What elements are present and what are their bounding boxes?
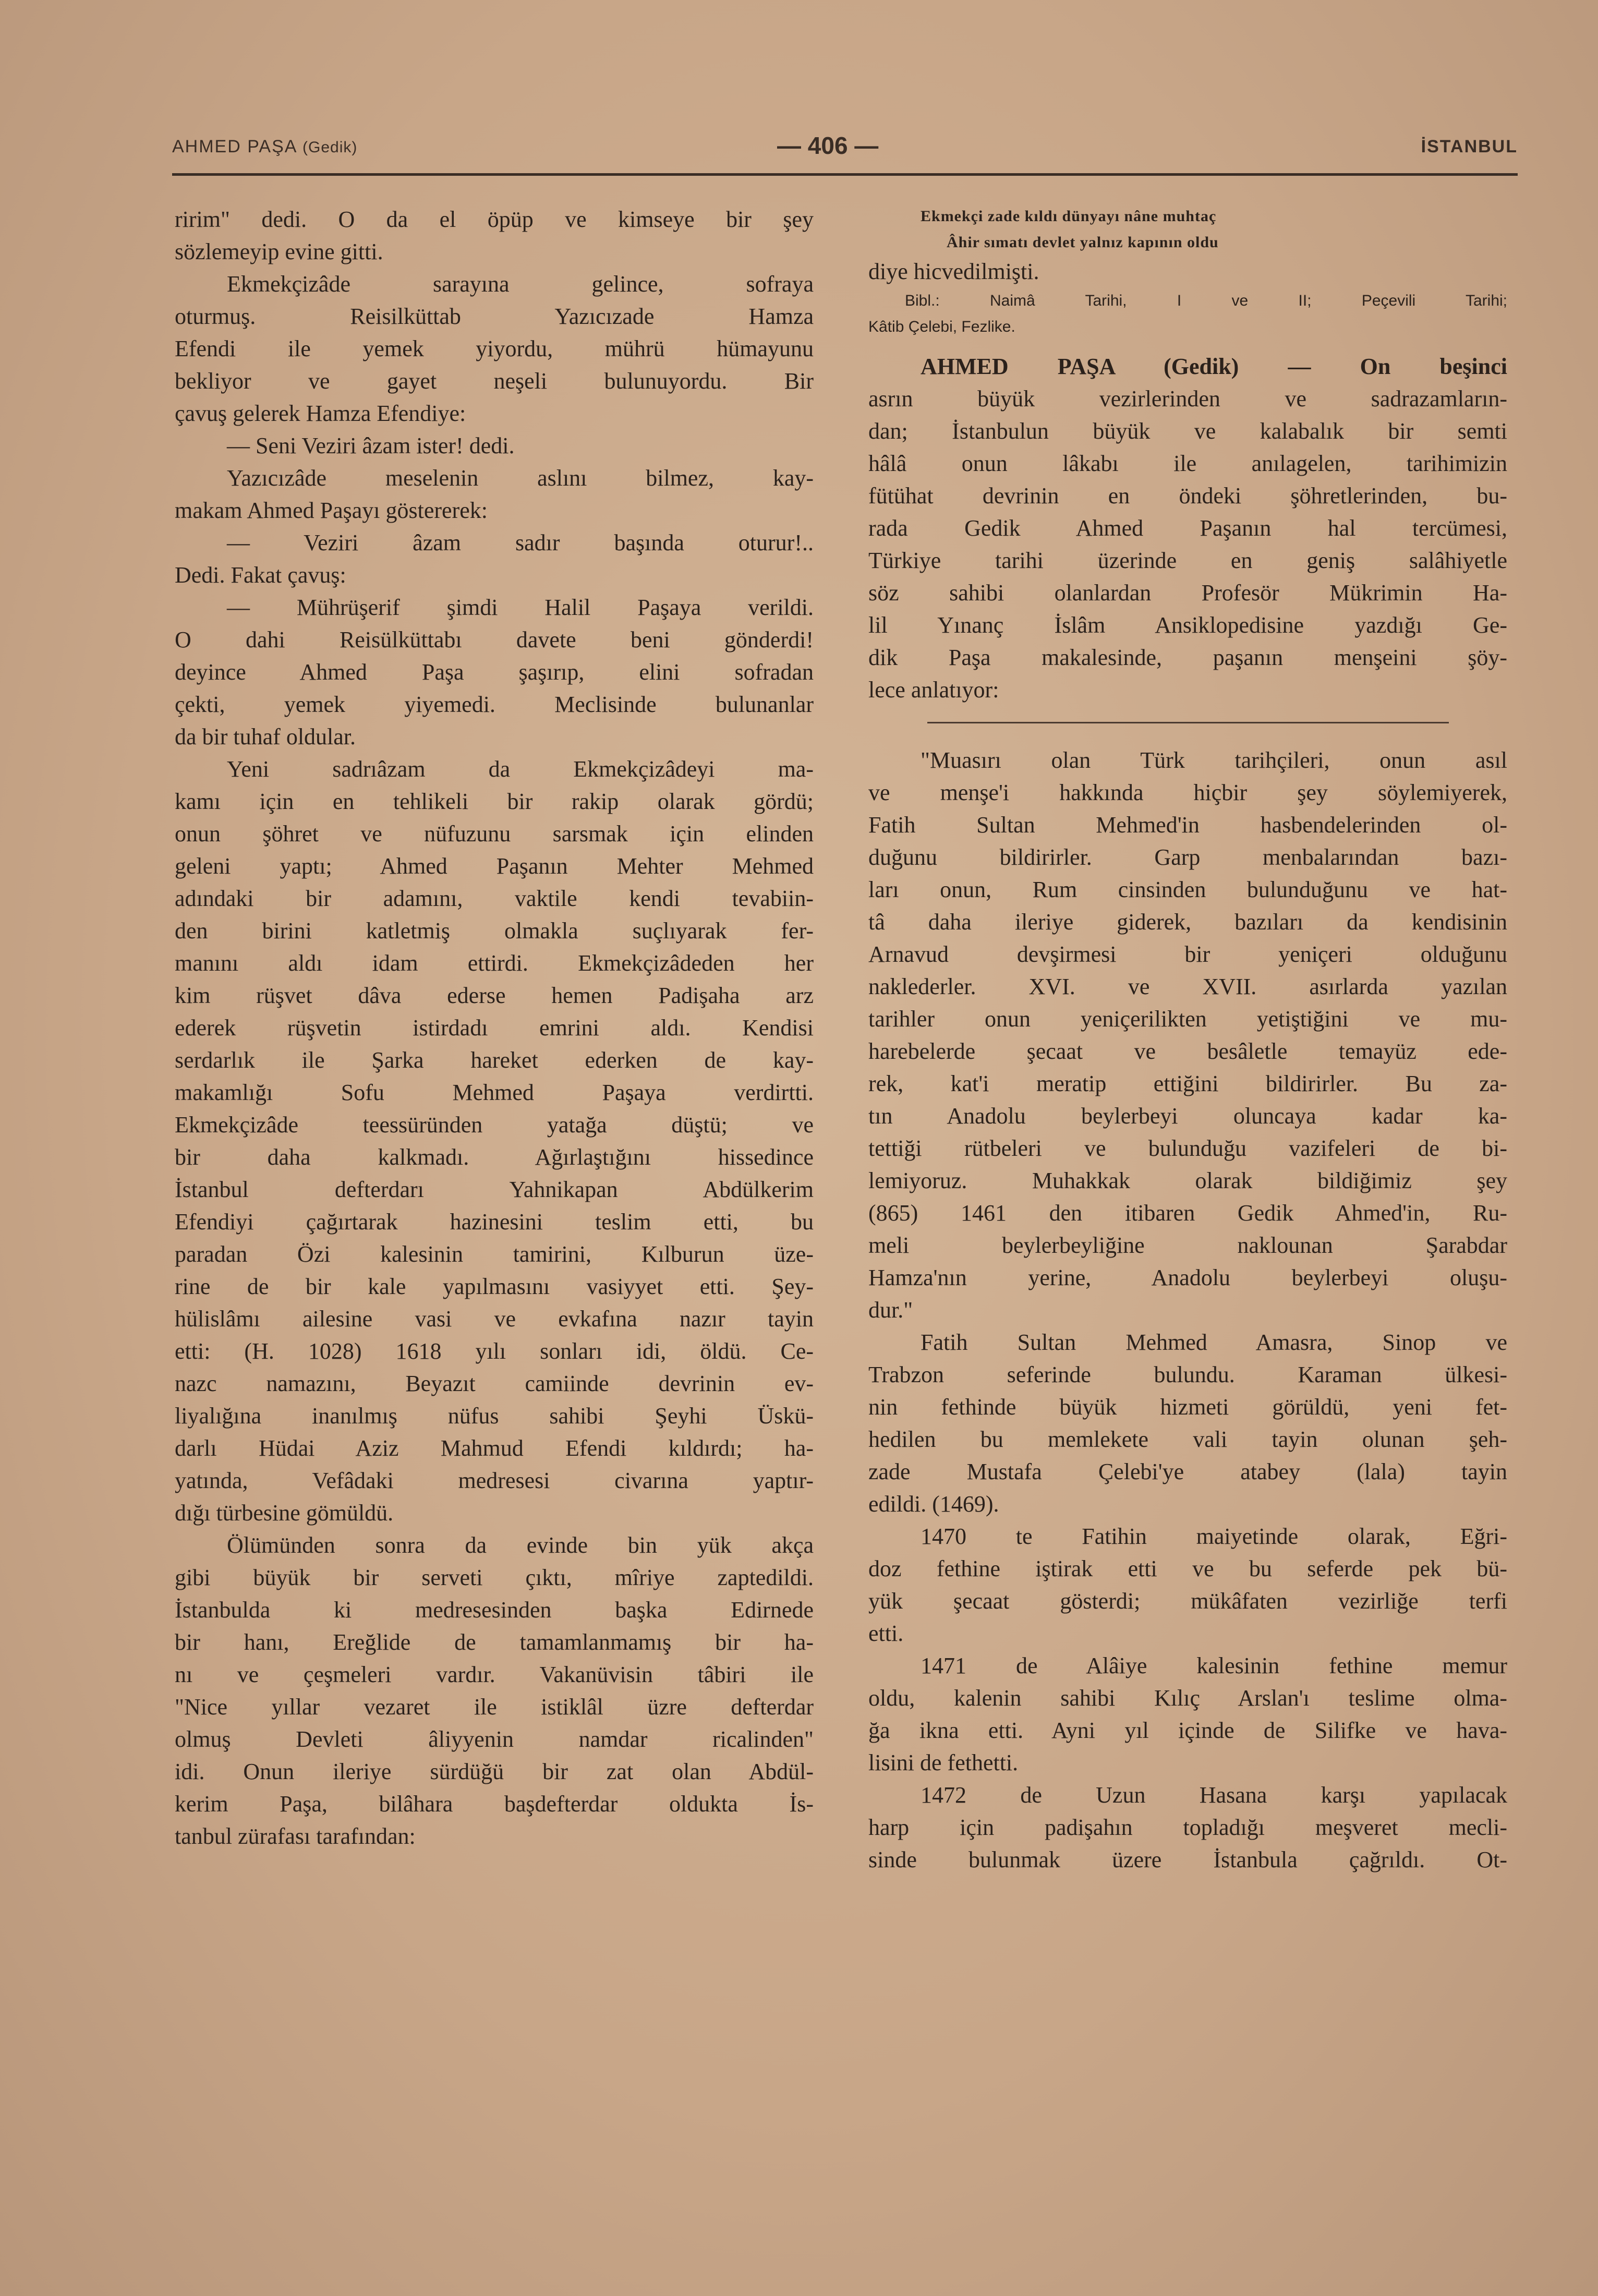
text-line: paradan Özi kalesinin tamirini, Kılburun üze-: [175, 1241, 814, 1267]
text-line: idi. Onun ileriye sürdüğü bir zat olan Abdül-: [175, 1759, 814, 1784]
text-line: tanbul zürafası tarafından:: [175, 1823, 416, 1849]
text-line: sinde bulunmak üzere İstanbula çağrıldı. Ot-: [868, 1847, 1507, 1872]
text-line: nazc namazını, Beyazıt camiinde devrinin ev-: [175, 1371, 814, 1396]
text-line: den birini katletmiş olmakla suçlıyarak fer-: [175, 918, 814, 944]
text-line: asrın büyük vezirlerinden ve sadrazamların-: [868, 386, 1507, 412]
text-line: yatında, Vefâdaki medresesi civarına yaptır-: [175, 1468, 814, 1493]
text-line: hülislâmı ailesine vasi ve evkafına nazır tayin: [175, 1306, 814, 1332]
text-line: da bir tuhaf oldular.: [175, 724, 356, 750]
header-rule: [172, 173, 1518, 176]
text-line: rek, kat'i meratip ettiğini bildirirler. Bu za-: [868, 1071, 1507, 1096]
text-line: 1470 te Fatihin maiyetinde olarak, Eğri-: [921, 1524, 1507, 1549]
text-line: nı ve çeşmeleri vardır. Vakanüvisin tâbiri ile: [175, 1662, 814, 1687]
text-line: Fatih Sultan Mehmed'in hasbendelerinden ol-: [868, 812, 1507, 838]
text-line: Efendi ile yemek yiyordu, mührü hümayunu: [175, 336, 814, 361]
text-line: duğunu bildirirler. Garp menbalarından bazı-: [868, 844, 1507, 870]
text-line: etti.: [868, 1621, 904, 1646]
text-line: oldu, kalenin sahibi Kılıç Arslan'ı teslime olma-: [868, 1685, 1507, 1711]
text-line: serdarlık ile Şarka hareket ederken de kay-: [175, 1047, 814, 1073]
text-line: ederek rüşvetin istirdadı emrini aldı. Kendisi: [175, 1015, 814, 1041]
text-line: hâlâ onun lâkabı ile anılagelen, tarihimizin: [868, 451, 1507, 476]
right-column-main-article: [868, 351, 1507, 706]
quote-divider: [927, 722, 1449, 723]
text-line: "Nice yıllar vezaret ile istiklâl üzre defterdar: [175, 1694, 814, 1720]
text-line: gibi büyük bir serveti çıktı, mîriye zaptedildi.: [175, 1565, 814, 1590]
text-line: tâ daha ileriye giderek, bazıları da kendisinin: [868, 909, 1507, 935]
text-line: Arnavud devşirmesi bir yeniçeri olduğunu: [868, 941, 1507, 967]
header-right-title: İSTANBUL: [1421, 137, 1518, 156]
text-line: ve menşe'i hakkında hiçbir şey söylemiyerek,: [868, 780, 1507, 805]
text-line: Ekmekçizâde sarayına gelince, sofraya: [227, 271, 814, 297]
text-line: Yazıcızâde meselenin aslını bilmez, kay-: [227, 465, 814, 491]
text-line: çavuş gelerek Hamza Efendiye:: [175, 401, 466, 426]
text-line: ririm" dedi. O da el öpüp ve kimseye bir şey: [175, 207, 814, 232]
text-line: Türkiye tarihi üzerinde en geniş salâhiyetle: [868, 548, 1507, 573]
text-line: Efendiyi çağırtarak hazinesini teslim etti, bu: [175, 1209, 814, 1235]
text-line: İstanbulda ki medresesinden başka Edirnede: [175, 1597, 814, 1623]
text-line: lil Yınanç İslâm Ansiklopedisine yazdığı Ge-: [868, 612, 1507, 638]
text-line: Yeni sadrıâzam da Ekmekçizâdeyi ma-: [227, 756, 814, 782]
text-line: nin fethinde büyük hizmeti görüldü, yeni fet-: [868, 1394, 1507, 1420]
text-line: lece anlatıyor:: [868, 677, 999, 703]
text-line: fütühat devrinin en öndeki şöhretlerinden, bu-: [868, 483, 1507, 509]
text-line: İstanbul defterdarı Yahnikapan Abdülkerim: [175, 1177, 814, 1202]
text-line: lemiyoruz. Muhakkak olarak bildiğimiz şey: [868, 1168, 1507, 1193]
text-line: çekti, yemek yiyemedi. Meclisinde bulunanlar: [175, 692, 814, 717]
right-column: [868, 203, 1507, 1876]
text-line: ları onun, Rum cinsinden bulunduğunu ve hat-: [868, 877, 1507, 902]
text-line: dığı türbesine gömüldü.: [175, 1500, 394, 1526]
text-line: "Muasırı olan Türk tarihçileri, onun asıl: [921, 747, 1507, 773]
text-line: oturmuş. Reisilküttab Yazıcızade Hamza: [175, 304, 814, 329]
text-line: O dahi Reisülküttabı davete beni gönderdi!: [175, 627, 814, 652]
text-line: geleni yaptı; Ahmed Paşanın Mehter Mehmed: [175, 853, 814, 879]
text-line: tın Anadolu beylerbeyi oluncaya kadar ka-: [868, 1103, 1507, 1129]
text-line: bekliyor ve gayet neşeli bulunuyordu. Bir: [175, 368, 814, 394]
text-line: bir hanı, Ereğlide de tamamlanmamış bir ha-: [175, 1629, 814, 1655]
text-line: rada Gedik Ahmed Paşanın hal tercümesi,: [868, 515, 1507, 541]
text-line: etti: (H. 1028) 1618 yılı sonları idi, öldü. Ce-: [175, 1338, 814, 1364]
text-line: Fatih Sultan Mehmed Amasra, Sinop ve: [921, 1330, 1507, 1355]
text-line: Trabzon seferinde bulundu. Karaman ülkesi-: [868, 1362, 1507, 1387]
text-line: Hamza'nın yerine, Anadolu beylerbeyi oluşu-: [868, 1265, 1507, 1290]
text-line: kamı için en tehlikeli bir rakip olarak gördü;: [175, 789, 814, 814]
text-line: doz fethine iştirak etti ve bu seferde pek bü-: [868, 1556, 1507, 1581]
text-line: naklederler. XVI. ve XVII. asırlarda yazılan: [868, 974, 1507, 999]
text-line: lisini de fethetti.: [868, 1750, 1019, 1775]
text-line: yük şecaat gösterdi; mükâfaten vezirliğe terfi: [868, 1588, 1507, 1614]
text-line: tarihler onun yeniçerilikten yetiştiğini ve mu-: [868, 1006, 1507, 1032]
text-line: — Mührüşerif şimdi Halil Paşaya verildi.: [227, 595, 814, 620]
text-line: Ekmekçizâde teessüründen yatağa düştü; ve: [175, 1112, 814, 1138]
text-line: edildi. (1469).: [868, 1491, 999, 1517]
text-line: Dedi. Fakat çavuş:: [175, 562, 346, 588]
text-line: 1472 de Uzun Hasana karşı yapılacak: [921, 1782, 1507, 1808]
text-line: diye hicvedilmişti.: [868, 259, 1039, 284]
text-line: adındaki bir adamını, vaktile kendi tevabiin-: [175, 886, 814, 911]
text-line: bir daha kalkmadı. Ağırlaştığını hissedince: [175, 1144, 814, 1170]
text-line: — Veziri âzam sadır başında oturur!..: [227, 530, 814, 555]
page-header: [172, 132, 1518, 178]
text-line: manını aldı idam ettirdi. Ekmekçizâdeden her: [175, 950, 814, 976]
text-line: hedilen bu memlekete vali tayin olunan şeh-: [868, 1427, 1507, 1452]
text-line: makamlığı Sofu Mehmed Paşaya verdirtti.: [175, 1080, 814, 1105]
header-left-title: AHMED PAŞA (Gedik): [172, 137, 358, 156]
text-line: kerim Paşa, bilâhara başdefterdar oldukta İs-: [175, 1791, 814, 1817]
text-line: harebelerde şecaat ve besâletle temayüz ede-: [868, 1038, 1507, 1064]
right-column-continuation: [868, 744, 1507, 1876]
text-line: dik Paşa makalesinde, paşanın menşeini şöy-: [868, 645, 1507, 670]
text-line: makam Ahmed Paşayı göstererek:: [175, 498, 488, 523]
text-line: ğa ikna etti. Ayni yıl içinde de Silifke ve hava-: [868, 1718, 1507, 1743]
text-line: Âhir sımatı devlet yalnız kapının oldu: [947, 234, 1219, 251]
text-line: rine de bir kale yapılmasını vasiyyet etti. Şey-: [175, 1274, 814, 1299]
text-line: Kâtib Çelebi, Fezlike.: [868, 318, 1015, 335]
text-line: — Seni Veziri âzam ister! dedi.: [227, 433, 515, 458]
text-line: söz sahibi olanlardan Profesör Mükrimin Ha-: [868, 580, 1507, 606]
text-line: kim rüşvet dâva ederse hemen Padişaha arz: [175, 983, 814, 1008]
text-line: liyalığına inanılmış nüfus sahibi Şeyhi Üskü-: [175, 1403, 814, 1429]
text-line: zade Mustafa Çelebi'ye atabey (lala) tayin: [868, 1459, 1507, 1484]
text-line: darlı Hüdai Aziz Mahmud Efendi kıldırdı; ha-: [175, 1435, 814, 1461]
text-line: olmuş Devleti âliyyenin namdar ricalinden": [175, 1726, 814, 1752]
text-line: (865) 1461 den itibaren Gedik Ahmed'in, Ru-: [868, 1200, 1507, 1226]
text-line: tettiği rütbeleri ve bulunduğu vazifeleri de bi-: [868, 1135, 1507, 1161]
text-line: onun şöhret ve nüfuzunu sarsmak için elinden: [175, 821, 814, 847]
text-line: Ölümünden sonra da evinde bin yük akça: [227, 1532, 814, 1558]
text-line: AHMED PAŞA (Gedik) — On beşinci: [921, 354, 1507, 379]
text-line: Ekmekçi zade kıldı dünyayı nâne muhtaç: [921, 208, 1217, 225]
text-line: dur.": [868, 1297, 913, 1323]
page-number: — 406 —: [777, 132, 879, 159]
text-line: meli beylerbeyliğine naklounan Şarabdar: [868, 1232, 1507, 1258]
text-line: deyince Ahmed Paşa şaşırıp, elini sofradan: [175, 659, 814, 685]
text-line: sözlemeyip evine gitti.: [175, 239, 383, 264]
left-column: [175, 203, 814, 1853]
text-line: dan; İstanbulun büyük ve kalabalık bir semti: [868, 418, 1507, 444]
text-line: Bibl.: Naimâ Tarihi, I ve II; Peçevili Tarihi;: [905, 292, 1507, 309]
text-line: harp için padişahın topladığı meşveret mecli-: [868, 1815, 1507, 1840]
right-column-top: [868, 203, 1507, 340]
text-line: 1471 de Alâiye kalesinin fethine memur: [921, 1653, 1507, 1678]
